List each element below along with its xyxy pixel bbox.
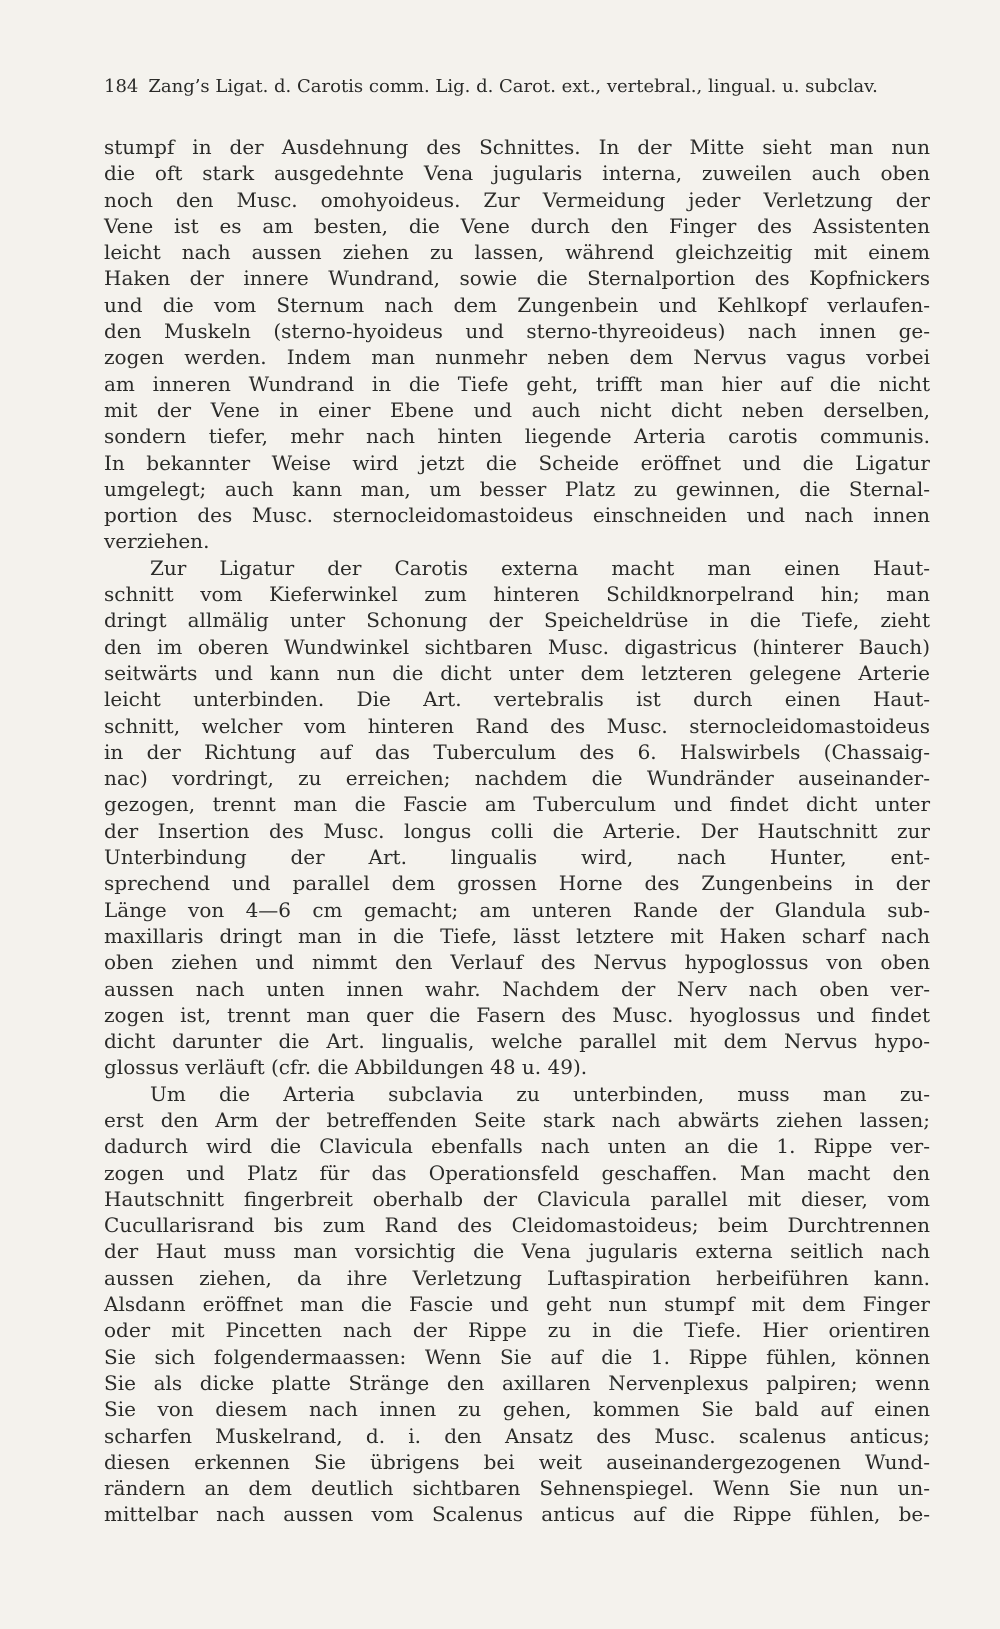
text-line: dicht darunter die Art. lingualis, welche parallel mit dem Nervus hypo- (104, 1029, 930, 1054)
text-line: portion des Musc. sternocleidomastoideus einschneiden und nach innen (104, 503, 930, 528)
text-line: Cucullarisrand bis zum Rand des Cleidomastoideus; beim Durchtrennen (104, 1213, 930, 1238)
text-line: der Insertion des Musc. longus colli die Arterie. Der Hautschnitt zur (104, 818, 930, 843)
text-line: sprechend und parallel dem grossen Horne des Zungenbeins in der (104, 871, 930, 896)
text-line: erst den Arm der betreffenden Seite stark nach abwärts ziehen lassen; (104, 1107, 930, 1132)
text-line: am inneren Wundrand in die Tiefe geht, trifft man hier auf die nicht (104, 371, 930, 396)
text-line: Unterbindung der Art. lingualis wird, nach Hunter, ent- (104, 845, 930, 870)
text-line: zogen ist, trennt man quer die Fasern des Musc. hyoglossus und findet (104, 1002, 930, 1027)
text-line: diesen erkennen Sie übrigens bei weit auseinandergezogenen Wund- (104, 1449, 930, 1474)
text-line: dadurch wird die Clavicula ebenfalls nach unten an die 1. Rippe ver- (104, 1134, 930, 1159)
running-header (104, 76, 930, 97)
text-line: mittelbar nach aussen vom Scalenus anticus auf die Rippe fühlen, be- (104, 1502, 930, 1527)
text-line: die oft stark ausgedehnte Vena jugularis interna, zuweilen auch oben (104, 161, 930, 186)
text-line: Vene ist es am besten, die Vene durch den Finger des Assistenten (104, 213, 930, 238)
text-line: Hautschnitt fingerbreit oberhalb der Clavicula parallel mit dieser, vom (104, 1186, 930, 1211)
text-line: Sie als dicke platte Stränge den axillaren Nervenplexus palpiren; wenn (104, 1370, 930, 1395)
text-line: den Muskeln (sterno-hyoideus und sterno-thyreoideus) nach innen ge- (104, 319, 930, 344)
text-line: dringt allmälig unter Schonung der Speicheldrüse in die Tiefe, zieht (104, 608, 930, 633)
text-line: sondern tiefer, mehr nach hinten liegende Arteria carotis communis. (104, 424, 930, 449)
text-line: Um die Arteria subclavia zu unterbinden, muss man zu- (150, 1081, 930, 1106)
running-title: Zang’s Ligat. d. Carotis comm. Lig. d. Carot. ext., vertebral., lingual. u. subclav. (148, 76, 878, 97)
body-text (104, 134, 930, 1528)
text-line: Alsdann eröffnet man die Fascie und geht nun stumpf mit dem Finger (104, 1292, 930, 1317)
text-line: rändern an dem deutlich sichtbaren Sehnenspiegel. Wenn Sie nun un- (104, 1476, 930, 1501)
text-line: leicht unterbinden. Die Art. vertebralis ist durch einen Haut- (104, 687, 930, 712)
text-line: schnitt vom Kieferwinkel zum hinteren Schildknorpelrand hin; man (104, 582, 930, 607)
text-line: in der Richtung auf das Tuberculum des 6. Halswirbels (Chassaig- (104, 739, 930, 764)
text-line: glossus verläuft (cfr. die Abbildungen 48 u. 49). (104, 1055, 588, 1080)
text-line: aussen ziehen, da ihre Verletzung Luftaspiration herbeiführen kann. (104, 1265, 930, 1290)
text-line: stumpf in der Ausdehnung des Schnittes. In der Mitte sieht man nun (104, 135, 930, 159)
text-line: leicht nach aussen ziehen zu lassen, während gleichzeitig mit einem (104, 240, 930, 265)
page-number: 184 (104, 76, 139, 97)
text-line: umgelegt; auch kann man, um besser Platz zu gewinnen, die Sternal- (104, 476, 930, 501)
text-line: zogen werden. Indem man nunmehr neben dem Nervus vagus vorbei (104, 345, 930, 370)
text-line: In bekannter Weise wird jetzt die Scheide eröffnet und die Ligatur (104, 450, 930, 475)
text-line: zogen und Platz für das Operationsfeld geschaffen. Man macht den (104, 1160, 930, 1185)
text-line: nac) vordringt, zu erreichen; nachdem die Wundränder auseinander- (104, 766, 930, 791)
text-line: oben ziehen und nimmt den Verlauf des Nervus hypoglossus von oben (104, 950, 930, 975)
text-line: oder mit Pincetten nach der Rippe zu in die Tiefe. Hier orientiren (104, 1318, 930, 1343)
text-line: Länge von 4—6 cm gemacht; am unteren Rande der Glandula sub- (104, 897, 930, 922)
text-line: und die vom Sternum nach dem Zungenbein und Kehlkopf verlaufen- (104, 292, 930, 317)
text-line: schnitt, welcher vom hinteren Rand des Musc. sternocleidomastoideus (104, 713, 930, 738)
text-line: scharfen Muskelrand, d. i. den Ansatz des Musc. scalenus anticus; (104, 1423, 930, 1448)
text-line: gezogen, trennt man die Fascie am Tuberculum und findet dicht unter (104, 792, 930, 817)
text-line: mit der Vene in einer Ebene und auch nicht dicht neben derselben, (104, 397, 930, 422)
text-line: seitwärts und kann nun die dicht unter dem letzteren gelegene Arterie (104, 660, 930, 685)
text-line: der Haut muss man vorsichtig die Vena jugularis externa seitlich nach (104, 1239, 930, 1264)
text-line: Sie von diesem nach innen zu gehen, kommen Sie bald auf einen (104, 1397, 930, 1422)
text-line: verziehen. (104, 529, 210, 554)
text-line: den im oberen Wundwinkel sichtbaren Musc. digastricus (hinterer Bauch) (104, 634, 930, 659)
text-line: Sie sich folgendermaassen: Wenn Sie auf die 1. Rippe fühlen, können (104, 1344, 930, 1369)
text-line: aussen nach unten innen wahr. Nachdem der Nerv nach oben ver- (104, 976, 930, 1001)
text-line: noch den Musc. omohyoideus. Zur Vermeidung jeder Verletzung der (104, 187, 930, 212)
text-line: maxillaris dringt man in die Tiefe, lässt letztere mit Haken scharf nach (104, 923, 930, 948)
text-line: Haken der innere Wundrand, sowie die Sternalportion des Kopfnickers (104, 266, 930, 291)
text-line: Zur Ligatur der Carotis externa macht man einen Haut- (150, 555, 930, 580)
